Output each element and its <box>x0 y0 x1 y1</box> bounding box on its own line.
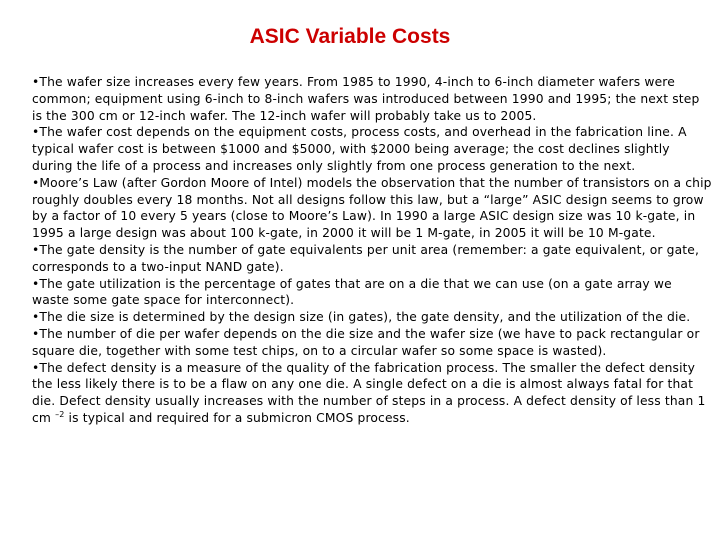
bullet-marker: • <box>32 125 40 140</box>
bullet-text: Moore’s Law (after Gordon Moore of Intel) models the observation that the number of transistors on a chip roughly doubles every 18 months. Not all designs follow this law, but a “large” ASIC design seems to grow by a factor of 10 every 5 years (close to Moore’s Law). In 1990 a large ASIC design size was 10 k-gate, in 1995 a large design was about 100 k-gate, in 2000 it will be 1 M-gate, in 2005 it will be 10 M-gate. <box>32 175 712 241</box>
bullet-text: The gate density is the number of gate equivalents per unit area (remember: a gate equivalent, or gate, corresponds to a two-input NAND gate). <box>32 242 700 274</box>
bullet-text: The wafer cost depends on the equipment costs, process costs, and overhead in the fabrication line. A typical wafer cost is between $1000 and $5000, with $2000 being average; the cost declines slightly during the life of a process and increases only slightly from one process generation to the next. <box>32 125 687 173</box>
bullet-marker: • <box>32 75 40 89</box>
bullet-moores-law <box>32 175 712 242</box>
bullet-gate-density <box>32 242 712 276</box>
bullet-marker: • <box>32 360 40 375</box>
slide-body <box>32 74 712 427</box>
bullet-gate-utilization <box>32 276 712 310</box>
bullet-marker: • <box>32 326 40 341</box>
bullet-text: The gate utilization is the percentage of gates that are on a die that we can use (on a gate array we waste some gate space for interconnect). <box>32 276 672 308</box>
superscript-exponent: –2 <box>55 409 65 419</box>
bullet-marker: • <box>32 276 40 291</box>
bullet-text: The number of die per wafer depends on the die size and the wafer size (we have to pack rectangular or square die, together with some test chips, on to a circular wafer so some space is wasted). <box>32 326 700 358</box>
slide-title: ASIC Variable Costs <box>249 25 451 48</box>
bullet-marker: • <box>32 310 40 325</box>
bullet-text: The die size is determined by the design size (in gates), the gate density, and the utilization of the die. <box>39 310 691 325</box>
bullet-marker: • <box>32 242 40 257</box>
bullet-text-before: The defect density is a measure of the quality of the fabrication process. The smaller the defect density the less likely there is to be a flaw on any one die. A single defect on a die is almost always fatal for that die. Defect density usually increases with the number of steps in a process. A defect density of less than 1 cm <box>32 360 706 425</box>
bullet-wafer-size <box>32 74 712 124</box>
bullet-die-per-wafer <box>32 326 712 360</box>
bullet-text-after: is typical and required for a submicron CMOS process. <box>64 410 410 425</box>
bullet-die-size <box>32 309 712 326</box>
bullet-wafer-cost <box>32 124 712 174</box>
bullet-text: The wafer size increases every few years. From 1985 to 1990, 4-inch to 6-inch diameter wafers were common; equipment using 6-inch to 8-inch wafers was introduced between 1990 and 1995; the next step is the 300 cm or 12-inch wafer. The 12-inch wafer will probably take us to 2005. <box>32 75 700 123</box>
bullet-marker: • <box>32 175 40 190</box>
bullet-defect-density <box>32 360 712 427</box>
